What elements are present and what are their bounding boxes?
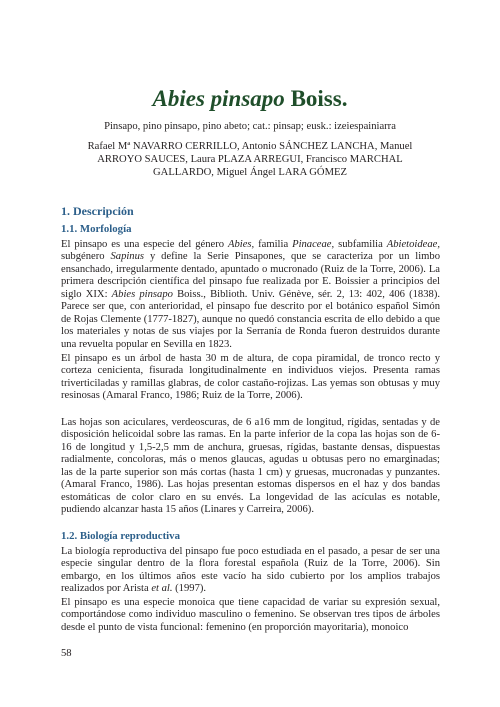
- subsection-heading-morfologia: 1.1. Morfología: [61, 223, 132, 235]
- species-name: Abies pinsapo: [152, 86, 285, 111]
- paragraph-morfologia-3: Las hojas son aciculares, verdeoscuras, de 6 a16 mm de longitud, rígidas, sentadas y de disposición helicoidal sobre las ramas. En la parte inferior de la copa las hojas son de 6-16 de longitud y 1,5-2,5 mm de anchura, gruesas, rígidas, bastante densas, dispuestas radialmente, concoloras, más o menos glaucas, agudas u obtusas pero no emarginadas; las de la parte superior son más cortas (hasta 1 cm) y gruesas, mucronadas y punzantes. (Amaral Franco, 1986). Las hojas presentan estomas dispersos en el haz y dos bandas estomáticas de color claro en su envés. La longevidad de las acículas es notable, pudiendo alcanzar hasta 15 años (Linares y Carreira, 2006).: [61, 417, 440, 516]
- species-author: Boiss.: [290, 86, 348, 111]
- paragraph-biologia-2: El pinsapo es una especie monoica que tiene capacidad de variar su expresión sexual, comportándose como individuo masculino o femenino. Se observan tres tipos de árboles desde el punto de vista funcional: femenino (en proporción mayoritaria), monoico: [61, 597, 440, 633]
- subsection-heading-biologia-reproductiva: 1.2. Biología reproductiva: [61, 530, 180, 542]
- paragraph-biologia-1: La biología reproductiva del pinsapo fue poco estudiada en el pasado, a pesar de ser una especie singular dentro de la flora forestal española (Ruiz de la Torre, 2006). Sin embargo, en los últimos años este vacío ha sido cubierto por los amplios trabajos realizados por Arista et al. (1997).: [61, 546, 440, 595]
- page-number: 58: [61, 648, 72, 659]
- authors-list: Rafael Mª NAVARRO CERRILLO, Antonio SÁNCHEZ LANCHA, Manuel ARROYO SAUCES, Laura PLAZA ARREGUI, Francisco MARCHAL GALLARDO, Miguel Ángel LARA GÓMEZ: [87, 141, 413, 179]
- common-names: Pinsapo, pino pinsapo, pino abeto; cat.: pinsap; eusk.: izeiespainiarra: [104, 121, 396, 132]
- paragraph-morfologia-1: El pinsapo es una especie del género Abies, familia Pinaceae, subfamilia Abietoideae, subgénero Sapinus y define la Serie Pinsapones, que se caracteriza por un limbo ensanchado, irregularmente dentado, apuntado o mucronado (Ruiz de la Torre, 2006). La primera descripción científica del pinsapo fue realizada por E. Boissier a principios del siglo XIX: Abies pinsapo Boiss., Biblioth. Univ. Génève, sér. 2, 13: 402, 406 (1838). Parece ser que, con anterioridad, el pinsapo fue descrito por el botánico español Simón de Rojas Clemente (1777-1827), aunque no quedó constancia escrita de ello debido a que los materiales y notas de sus viajes por la Serranía de Ronda fueron destruidos durante una revuelta popular en Sevilla en 1823.: [61, 239, 441, 350]
- section-heading-descripcion: 1. Descripción: [61, 204, 134, 218]
- paragraph-morfologia-2: El pinsapo es un árbol de hasta 30 m de altura, de copa piramidal, de tronco recto y corteza cenicienta, fisurada longitudinalmente en individuos viejos. Presenta ramas triverticiladas y ramillas glabras, de color castaño-rojizas. Las yemas son obtusas y muy resinosas (Amaral Franco, 1986; Ruiz de la Torre, 2006).: [61, 353, 440, 402]
- page-title: [0, 86, 500, 112]
